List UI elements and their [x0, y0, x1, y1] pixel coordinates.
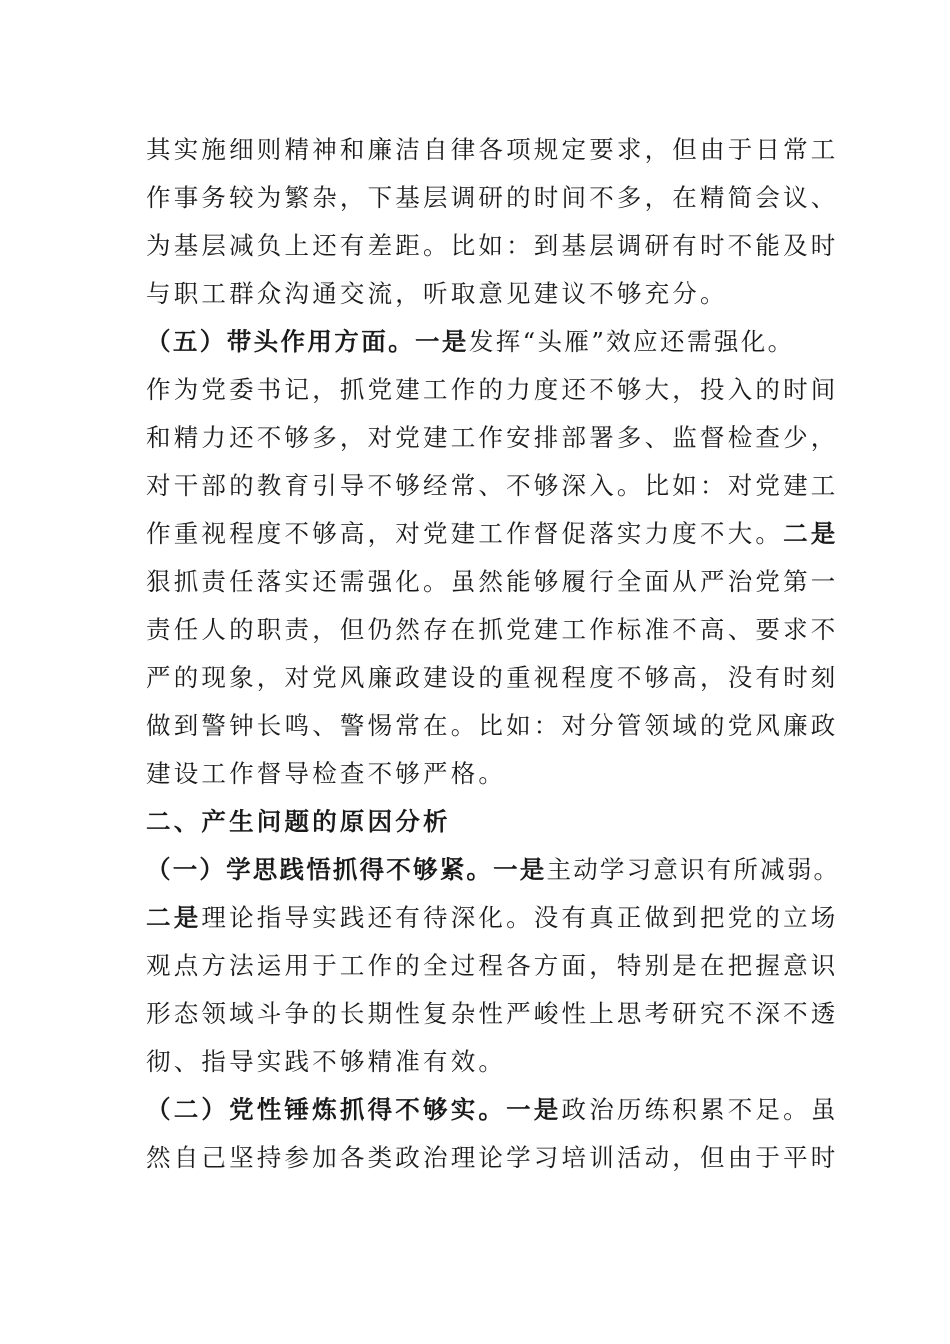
paragraph-line: 狠抓责任落实还需强化。虽然能够履行全面从严治党第一 — [146, 567, 839, 596]
paragraph-line — [146, 318, 836, 366]
paragraph-line — [146, 846, 841, 894]
paragraph-text: 理论指导实践还有待深化。没有真正做到把党的立场 — [201, 903, 839, 932]
paragraph-line: 与职工群众沟通交流，听取意见建议不够充分。 — [146, 279, 728, 308]
paragraph-line: 做到警钟长鸣、警惕常在。比如：对分管领域的党风廉政 — [146, 711, 839, 740]
paragraph-text: 政治历练积累不足。虽 — [561, 1095, 839, 1124]
paragraph-line: 彻、指导实践不够精准有效。 — [146, 1047, 507, 1076]
paragraph-text: 作重视程度不够高，对党建工作督促落实力度不大。 — [146, 519, 784, 548]
subsection-heading-5: （五）带头作用方面。 — [146, 327, 415, 356]
paragraph-line — [146, 510, 839, 558]
paragraph-line: 为基层减负上还有差距。比如：到基层调研有时不能及时 — [146, 231, 839, 260]
paragraph-line: 其实施细则精神和廉洁自律各项规定要求，但由于日常工 — [146, 135, 839, 164]
paragraph-line: 作为党委书记，抓党建工作的力度还不够大，投入的时间 — [146, 375, 839, 404]
paragraph-line: 观点方法运用于工作的全过程各方面，特别是在把握意识 — [146, 951, 839, 980]
subsection-heading-1: （一）学思践悟抓得不够紧。 — [146, 855, 494, 884]
paragraph-line: 责任人的职责，但仍然存在抓党建工作标准不高、要求不 — [146, 615, 839, 644]
paragraph-line: 作事务较为繁杂，下基层调研的时间不多，在精简会议、 — [146, 183, 839, 212]
point-marker: 一是 — [493, 855, 547, 884]
paragraph-line: 然自己坚持参加各类政治理论学习培训活动，但由于平时 — [146, 1143, 839, 1172]
paragraph-line: 形态领域斗争的长期性复杂性严峻性上思考研究不深不透 — [146, 999, 839, 1028]
point-marker: 一是 — [506, 1095, 562, 1124]
document-page — [146, 126, 841, 1182]
paragraph-line — [146, 894, 839, 942]
point-marker: 二是 — [783, 519, 839, 548]
paragraph-text: 发挥“头雁”效应还需强化。 — [468, 327, 795, 356]
paragraph-line: 对干部的教育引导不够经常、不够深入。比如：对党建工 — [146, 471, 839, 500]
paragraph-text: 主动学习意识有所减弱。 — [546, 855, 841, 884]
paragraph-line: 和精力还不够多，对党建工作安排部署多、监督检查少， — [146, 423, 839, 452]
section-title: 二、产生问题的原因分析 — [146, 807, 451, 836]
paragraph-line: 建设工作督导检查不够严格。 — [146, 759, 507, 788]
point-marker: 一是 — [415, 327, 469, 356]
paragraph-line — [146, 1086, 839, 1134]
subsection-heading-2: （二）党性锤炼抓得不够实。 — [146, 1095, 507, 1124]
point-marker: 二是 — [146, 903, 202, 932]
paragraph-line: 严的现象，对党风廉政建设的重视程度不够高，没有时刻 — [146, 663, 839, 692]
